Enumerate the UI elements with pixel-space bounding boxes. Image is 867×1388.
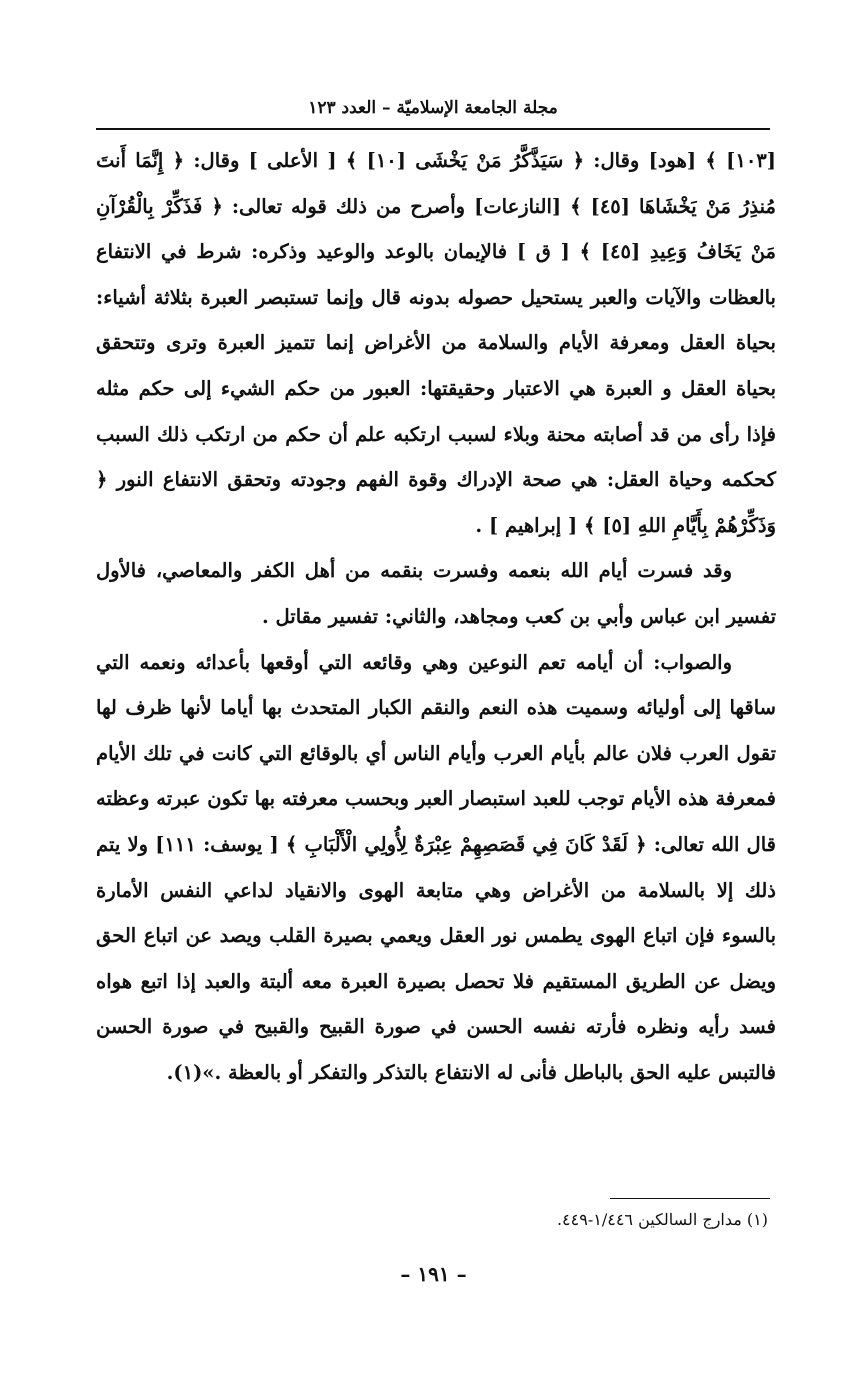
body-paragraph-2: وقد فسرت أيام الله بنعمه وفسرت بنقمه من أهل الكفر والمعاصي، فالأول تفسير ابن عباس وأبي بن كعب ومجاهد، والثاني: تفسير مقاتل .	[96, 559, 776, 628]
body-paragraph-3: والصواب: أن أيامه تعم النوعين وهي وقائعه التي أوقعها بأعدائه ونعمه التي ساقها إلى أوليائه وسميت هذه النعم والنقم الكبار المتحدث بها أياما لأنها ظرف لها تقول العرب فلان عالم بأيام العرب وأيام الناس أي بالوقائع التي كانت في تلك الأيام فمعرفة هذه الأيام توجب للعبد استبصار العبر وبحسب معرفته بها تكون عبرته وعظته قال الله تعالى: ﴿ لَقَدْ كَانَ فِي قَصَصِهِمْ عِبْرَةٌ لِأُولِي الْأَلْبَابِ ﴾ [ يوسف: ١١١] ولا يتم ذلك إلا بالسلامة من الأغراض وهي متابعة الهوى والانقياد لداعي النفس الأمارة بالسوء فإن اتباع الهوى يطمس نور العقل ويعمي بصيرة القلب ويصد عن اتباع الحق ويضل عن الطريق المستقيم فلا تحصل بصيرة العبرة معه ألبتة والعبد إذا اتبع هواه فسد رأيه ونظره فأرته نفسه الحسن في صورة القبيح والقبيح في صورة الحسن فالتبس عليه الحق بالباطل فأنى له الانتفاع بالتذكر والتفكر أو بالعظة .»(١).	[96, 650, 776, 1084]
body-paragraph-1: [١٠٣] ﴾ [هود] وقال: ﴿ سَيَذَّكَّرُ مَنْ يَخْشَى [١٠] ﴾ [ الأعلى ] وقال: ﴿ إِنَّمَا أَنتَ مُنذِرُ مَنْ يَخْشَاهَا [٤٥] ﴾ [النازعات] وأصرح من ذلك قوله تعالى: ﴿ فَذَكِّرْ بِالْقُرْآنِ مَنْ يَخَافُ وَعِيدِ [٤٥] ﴾ [ ق ] فالإيمان بالوعد والوعيد وذكره: شرط في الانتفاع بالعظات والآيات والعبر يستحيل حصوله بدونه قال وإنما تستبصر العبرة بثلاثة أشياء: بحياة العقل ومعرفة الأيام والسلامة من الأغراض إنما تتميز العبرة وترى وتتحقق بحياة العقل و العبرة هي الاعتبار وحقيقتها: العبور من حكم الشيء إلى حكم مثله فإذا رأى من قد أصابته محنة وبلاء لسبب ارتكبه علم أن حكم من ارتكب ذلك السبب كحكمه وحياة العقل: هي صحة الإدراك وقوة الفهم وجودته وتحقق الانتفاع النور ﴿ وَذَكِّرْهُمْ بِأَيَّامِ اللهِ [٥] ﴾ [ إبراهيم ] .	[96, 149, 777, 537]
footnote-divider	[610, 1198, 770, 1199]
page-number: – ١٩١ –	[400, 1262, 467, 1286]
header-divider	[96, 128, 770, 130]
running-header: مجلة الجامعة الإسلاميّة – العدد ١٢٣	[308, 98, 558, 118]
footnote: (١) مدارج السالكين ١/٤٤٦-٤٤٩.	[556, 1210, 768, 1229]
article-body	[96, 138, 776, 1095]
